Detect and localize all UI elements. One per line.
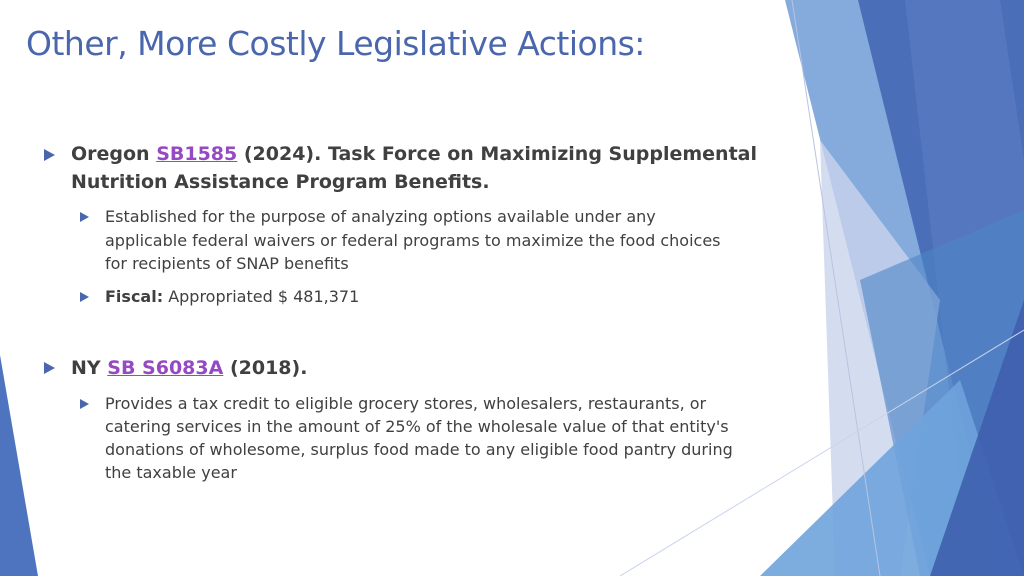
item2-sub-line4: the taxable year <box>105 463 237 482</box>
item1-heading-line1 <box>71 140 757 168</box>
item1-sub1-line2: applicable federal waivers or federal programs to maximize the food choices <box>105 231 721 250</box>
fiscal-value: Appropriated $ 481,371 <box>163 287 360 306</box>
item1-heading-rest: (2024). Task Force on Maximizing Supplemental <box>237 143 757 165</box>
item1-fiscal <box>105 285 359 309</box>
slide-title: Other, More Costly Legislative Actions: <box>26 24 645 63</box>
sub-bullet-arrow-icon <box>80 292 89 302</box>
item2-sub-line3: donations of wholesome, surplus food made to any eligible food pantry during <box>105 440 733 459</box>
item2-sub-line1: Provides a tax credit to eligible grocery stores, wholesalers, restaurants, or <box>105 394 707 413</box>
bullet-arrow-icon <box>44 362 55 374</box>
item2-sub-line2: catering services in the amount of 25% of the wholesale value of that entity's <box>105 417 729 436</box>
sub-bullet-arrow-icon <box>80 212 89 222</box>
bullet-arrow-icon <box>44 149 55 161</box>
item2-bill-link[interactable]: SB S6083A <box>107 357 224 379</box>
left-blue-triangle <box>0 355 38 576</box>
item1-bill-link[interactable]: SB1585 <box>156 143 238 165</box>
item1-heading-line2: Nutrition Assistance Program Benefits. <box>71 171 490 193</box>
item1-sub1-line3: for recipients of SNAP benefits <box>105 254 349 273</box>
sub-bullet-arrow-icon <box>80 399 89 409</box>
item1-prefix: Oregon <box>71 143 157 165</box>
item2-heading-rest: (2018). <box>223 357 308 379</box>
item2-heading <box>71 354 307 382</box>
fiscal-label: Fiscal: <box>105 287 164 306</box>
item1-sub1-line1: Established for the purpose of analyzing options available under any <box>105 207 656 226</box>
item2-prefix: NY <box>71 357 108 379</box>
